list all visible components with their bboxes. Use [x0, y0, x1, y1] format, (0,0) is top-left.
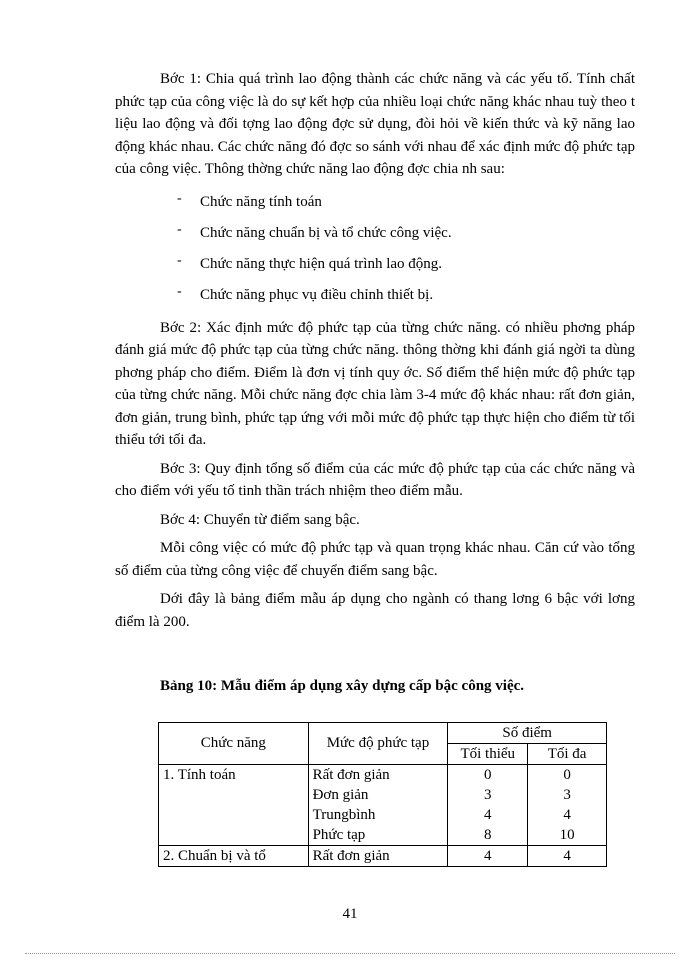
table-row [159, 765, 607, 786]
cell-max: 10 [528, 825, 607, 846]
table-row [159, 805, 607, 825]
cell-max: 3 [528, 785, 607, 805]
cell-level: Phức tạp [308, 825, 448, 846]
cell-min: 4 [448, 846, 528, 867]
function-list [115, 187, 635, 311]
score-table [158, 722, 607, 867]
table-row [159, 785, 607, 805]
bullet-marker: - [177, 221, 182, 237]
cell-function [159, 785, 309, 805]
list-item-text: Chức năng thực hiện quá trình lao động. [200, 255, 443, 272]
table-row [159, 825, 607, 846]
paragraph-table-intro: Dới đây là bảng điểm mẫu áp dụng cho ngành có thang lơng 6 bậc với lơng điểm là 200. [115, 591, 635, 630]
list-item-text: Chức năng phục vụ điều chỉnh thiết bị. [200, 286, 434, 303]
header-min: Tối thiểu [448, 744, 528, 765]
cell-max: 4 [528, 805, 607, 825]
bullet-marker: - [177, 252, 182, 268]
paragraph-step-1: Bớc 1: Chia quá trình lao động thành các chức năng và các yếu tố. Tính chất phức tạp của công việc là do sự kết hợp của nhiều loại chức năng khác nhau tuỳ theo t liệu lao động và đối tợng lao động đợc sử dụng, đòi hỏi về kiến thức và kỹ năng lao động khác nhau. Các chức năng đó đợc so sánh với nhau để xác định mức độ phức tạp của công việc. Thông thờng chức năng lao động đợc chia nh sau: [115, 71, 635, 177]
table-row [159, 846, 607, 867]
bullet-marker: - [177, 283, 182, 299]
header-function: Chức năng [159, 723, 309, 765]
cell-min: 0 [448, 765, 528, 786]
header-max: Tối đa [528, 744, 607, 765]
header-score: Số điểm [448, 723, 607, 744]
list-item-text: Chức năng tính toán [200, 193, 322, 210]
cell-min: 4 [448, 805, 528, 825]
bullet-marker: - [177, 190, 182, 206]
cell-function [159, 825, 309, 846]
paragraph-transfer: Mỗi công việc có mức độ phức tạp và quan trọng khác nhau. Căn cứ vào tổng số điểm của từng công việc để chuyển điểm sang bậc. [115, 540, 635, 579]
table-caption: Bảng 10: Mẫu điểm áp dụng xây dựng cấp bậc công việc. [160, 678, 525, 694]
paragraph-step-3: Bớc 3: Quy định tổng số điểm của các mức độ phức tạp của các chức năng và cho điểm với yếu tố tinh thần trách nhiệm theo điểm mẫu. [115, 460, 635, 499]
list-item [115, 218, 635, 249]
cell-function: 1. Tính toán [159, 765, 309, 786]
cell-min: 8 [448, 825, 528, 846]
cell-max: 0 [528, 765, 607, 786]
bottom-divider [25, 953, 675, 954]
list-item [115, 249, 635, 280]
cell-level: Đơn giản [308, 785, 448, 805]
list-item-text: Chức năng chuẩn bị và tổ chức công việc. [200, 224, 452, 241]
page-number: 41 [342, 906, 358, 922]
body-text [115, 68, 635, 633]
cell-level: Trungbình [308, 805, 448, 825]
cell-level: Rất đơn giản [308, 765, 448, 786]
paragraph-step-4: Bớc 4: Chuyển từ điểm sang bậc. [160, 511, 360, 528]
cell-min: 3 [448, 785, 528, 805]
cell-max: 4 [528, 846, 607, 867]
cell-function [159, 805, 309, 825]
cell-level: Rất đơn giản [308, 846, 448, 867]
cell-function: 2. Chuẩn bị và tổ [159, 846, 309, 867]
paragraph-step-2: Bớc 2: Xác định mức độ phức tạp của từng chức năng. có nhiều phơng pháp đánh giá mức độ phức tạp của từng chức năng. thông thờng khi đánh giá ngời ta dùng phơng pháp cho điểm. Điểm là đơn vị tính quy ớc. Số điểm thể hiện mức độ phức tạp của từng chức năng. Mỗi chức năng đợc chia làm 3-4 mức độ khác nhau: rất đơn giản, đơn giản, trung bình, phức tạp ứng với mỗi mức độ phức tạp thực hiện cho điểm từ tối thiểu tới tối đa. [115, 319, 635, 448]
header-level: Mức độ phức tạp [308, 723, 448, 765]
list-item [115, 187, 635, 218]
list-item [115, 280, 635, 311]
